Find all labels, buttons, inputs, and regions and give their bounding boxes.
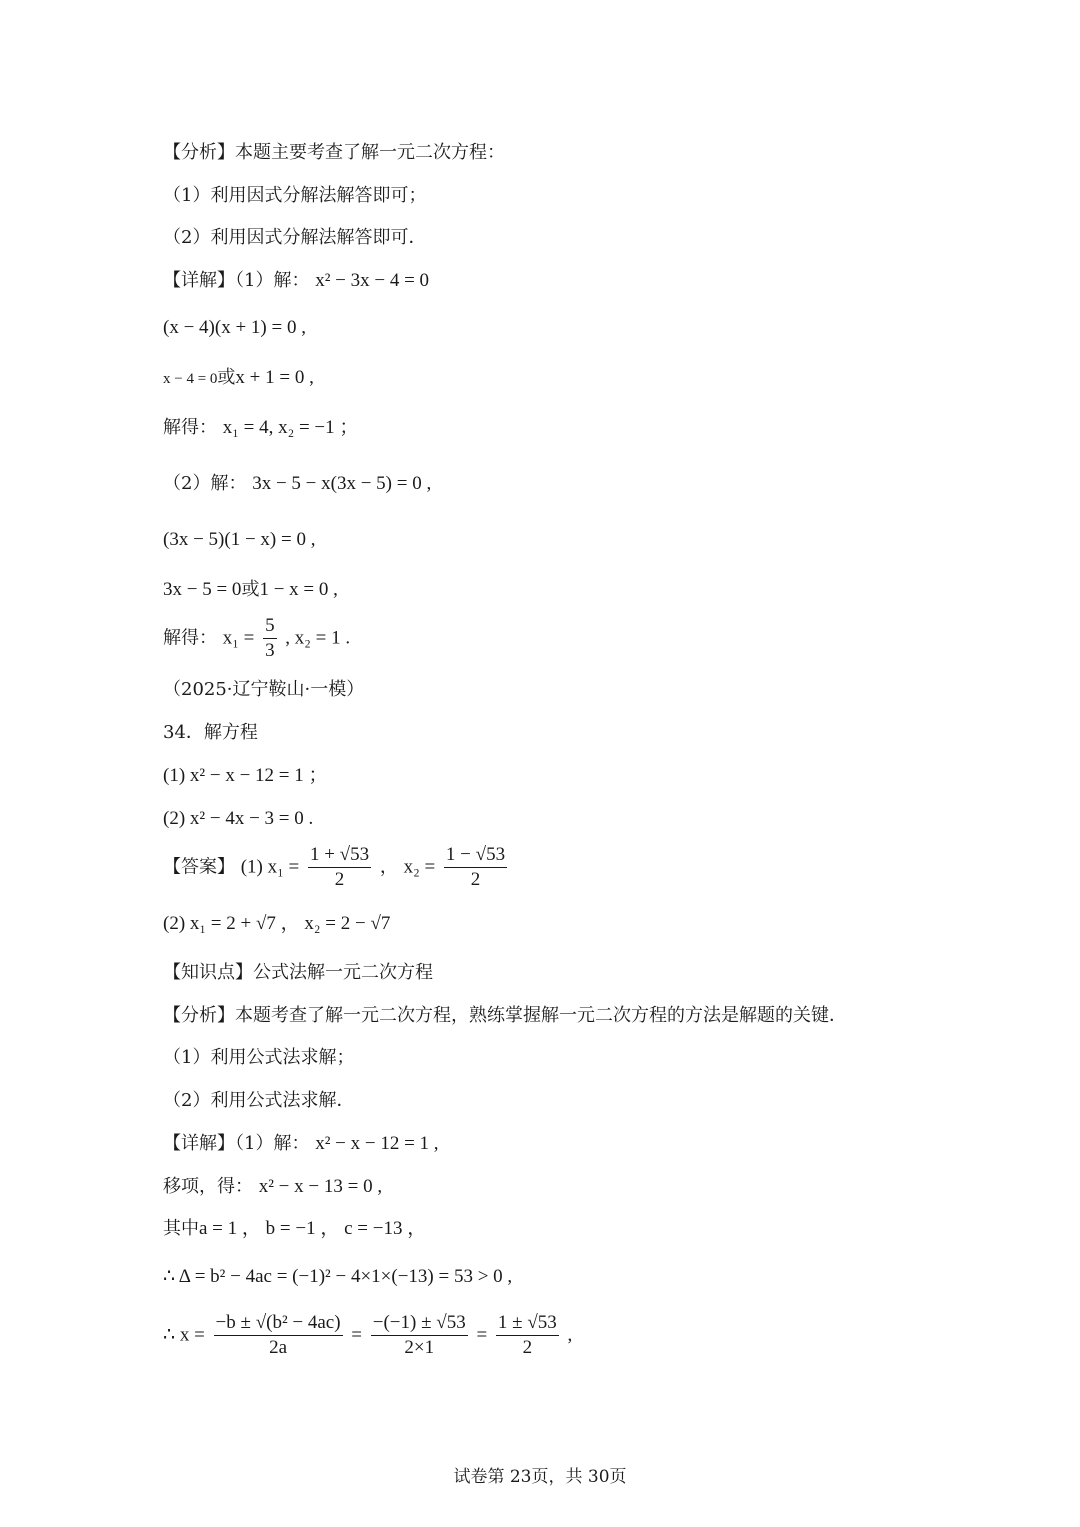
- move-terms: [163, 1175, 382, 1199]
- equals-sign-2: =: [476, 1324, 488, 1346]
- analysis-point-2: （2）利用因式分解法解答即可．: [163, 227, 427, 248]
- answer-1-x1: (1) x₁ =: [240, 856, 300, 878]
- formula-numerator-3: 1 ± √53: [496, 1311, 559, 1336]
- factor-step-2: (3x − 5)(1 − x) = 0 ,: [163, 529, 316, 550]
- solution-2-x1: x₁ =: [222, 627, 255, 649]
- solution-2-label: 解得：: [163, 627, 217, 649]
- solution-1-values: x₁ = 4, x₂ = −1 ；: [222, 417, 359, 438]
- formula-numerator-2: −(−1) ± √53: [371, 1311, 468, 1336]
- coefficients: [163, 1217, 426, 1241]
- analysis-heading: 【分析】本题主要考查了解一元二次方程：: [163, 142, 505, 163]
- fraction-numerator: 5: [263, 614, 277, 639]
- move-equation: x² − x − 13 = 0 ,: [258, 1176, 383, 1197]
- coefficients-label: 其中: [163, 1218, 199, 1239]
- question-part-2: (2) x² − 4x − 3 = 0 .: [163, 808, 314, 829]
- or-step-1: [163, 366, 314, 391]
- coefficients-values: a = 1 ， b = −1 ， c = −13 ，: [199, 1218, 427, 1239]
- formula-numerator-1: −b ± √(b² − 4ac): [214, 1311, 343, 1336]
- analysis-point-1: （1）利用因式分解法解答即可；: [163, 185, 427, 206]
- answer-label: 【答案】: [163, 856, 235, 878]
- equals-sign-1: =: [351, 1324, 363, 1346]
- fraction-5-3: [263, 614, 277, 663]
- knowledge-point: 【知识点】公式法解一元二次方程: [163, 962, 433, 983]
- answer-1-separator: ，: [379, 856, 398, 878]
- formula-comma: ,: [567, 1324, 573, 1346]
- or-step-1-b: x + 1 = 0 ,: [235, 367, 314, 388]
- or-step-1-a: x − 4 = 0: [163, 371, 218, 387]
- question-title: 34．解方程: [163, 722, 258, 743]
- part-2: [163, 472, 431, 496]
- formula-denominator-2: 2×1: [404, 1337, 435, 1358]
- answer-1: [163, 843, 510, 892]
- part-2-label: （2）解：: [163, 473, 247, 494]
- or-word: 或: [217, 367, 236, 388]
- detail-2-equation: x² − x − 12 = 1 ,: [315, 1133, 439, 1154]
- answer-1-numerator-a: 1 + √53: [308, 843, 371, 868]
- detail-1-equation: x² − 3x − 4 = 0: [315, 270, 430, 291]
- or-step-2: [163, 578, 338, 602]
- source-note: （2025·辽宁鞍山·一模）: [163, 679, 365, 700]
- solution-2: [163, 614, 350, 663]
- answer-1-fraction-a: [308, 843, 371, 892]
- formula-fraction-1: [214, 1311, 343, 1360]
- or-step-2-b: 1 − x = 0 ,: [259, 579, 338, 600]
- answer-1-x2: x₂ =: [403, 856, 436, 878]
- answer-2: (2) x₁ = 2 + √7 ， x₂ = 2 − √7: [163, 913, 391, 934]
- solution-2-x2: , x₂ = 1 .: [285, 627, 351, 649]
- discriminant: ∴ Δ = b² − 4ac = (−1)² − 4×1×(−13) = 53 > 0 ,: [163, 1266, 513, 1287]
- factor-step-1: (x − 4)(x + 1) = 0 ,: [163, 317, 306, 338]
- formula-fraction-2: [371, 1311, 468, 1360]
- detail-2-label: 【详解】（1）解：: [163, 1133, 310, 1154]
- move-label: 移项，得：: [163, 1176, 253, 1197]
- answer-1-denominator-b: 2: [470, 869, 481, 890]
- page-footer: 试卷第 23页，共 30页: [453, 1467, 627, 1487]
- detail-2: [163, 1132, 439, 1156]
- part-2-equation: 3x − 5 − x(3x − 5) = 0 ,: [252, 473, 432, 494]
- analysis-2-heading: 【分析】本题考查了解一元二次方程，熟练掌握解一元二次方程的方法是解题的关键．: [163, 1005, 847, 1026]
- detail-1: [163, 269, 429, 293]
- formula-fraction-3: [496, 1311, 559, 1360]
- formula-denominator-1: 2a: [269, 1337, 288, 1358]
- or-step-2-a: 3x − 5 = 0: [163, 579, 242, 600]
- formula-prefix: ∴ x =: [163, 1324, 205, 1346]
- answer-1-fraction-b: [444, 843, 507, 892]
- solution-1-label: 解得：: [163, 417, 217, 438]
- fraction-denominator: 3: [265, 640, 275, 661]
- analysis-2-point-2: （2）利用公式法求解．: [163, 1090, 355, 1111]
- formula-denominator-3: 2: [522, 1337, 533, 1358]
- detail-1-label: 【详解】（1）解：: [163, 270, 310, 291]
- answer-1-denominator-a: 2: [334, 869, 345, 890]
- quadratic-formula: [163, 1311, 572, 1360]
- answer-1-numerator-b: 1 − √53: [444, 843, 507, 868]
- solution-1: [163, 416, 358, 440]
- question-part-1: (1) x² − x − 12 = 1 ；: [163, 765, 328, 786]
- analysis-2-point-1: （1）利用公式法求解；: [163, 1047, 355, 1068]
- or-word-2: 或: [241, 579, 260, 600]
